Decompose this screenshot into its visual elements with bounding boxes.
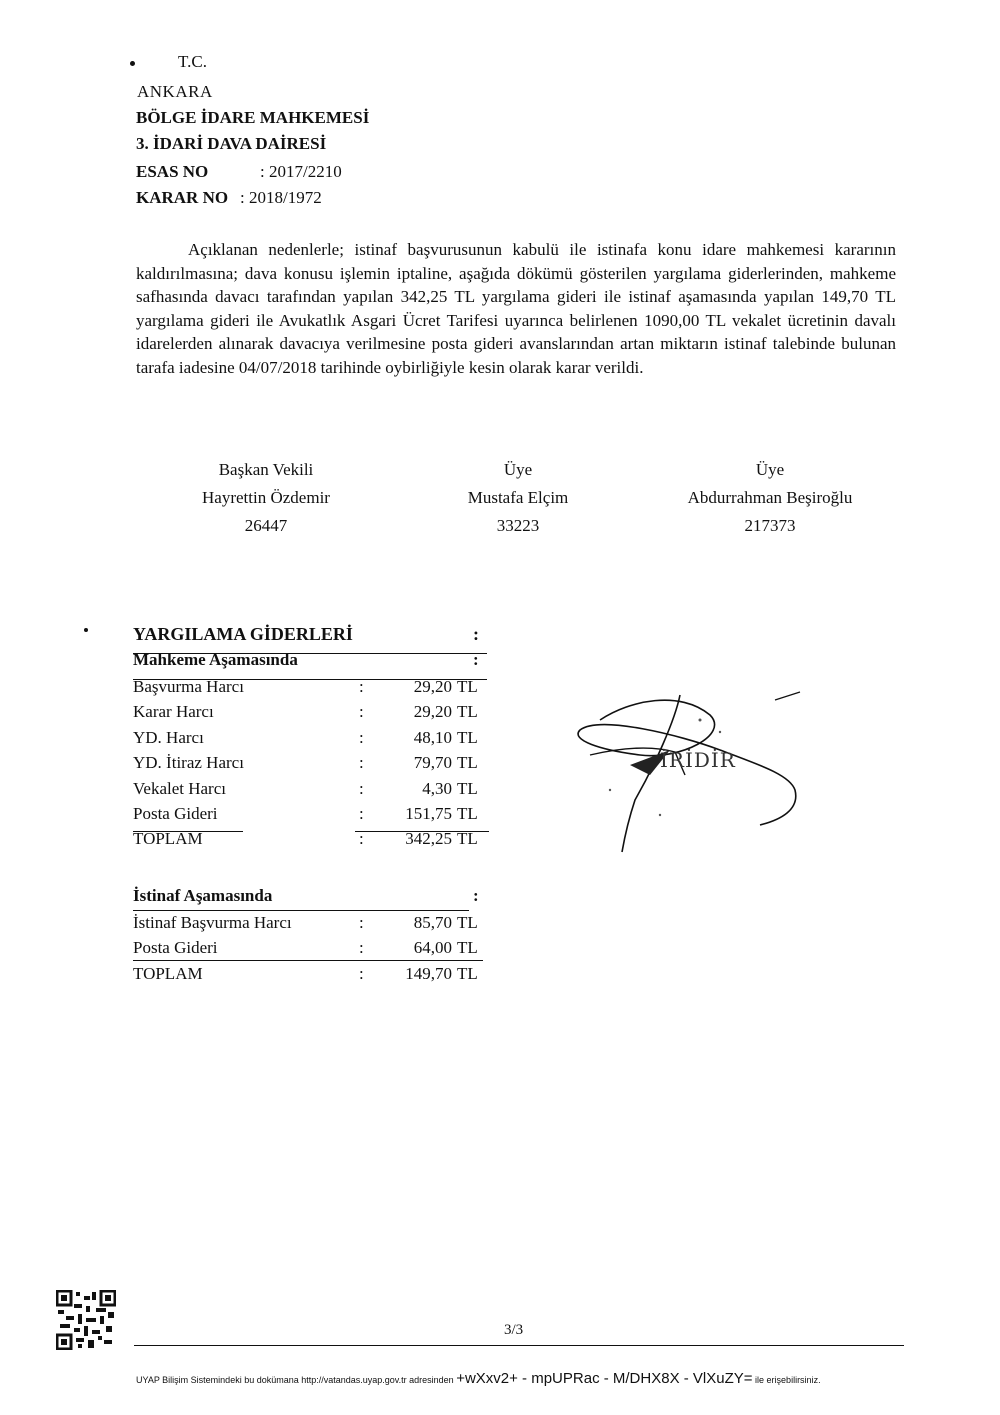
cost-row <box>133 750 483 775</box>
costs-title-row <box>133 622 483 648</box>
cost-row <box>133 801 483 826</box>
cost-unit: TL <box>457 702 478 722</box>
colon: : <box>473 650 479 669</box>
page-number: 3/3 <box>504 1322 524 1338</box>
cost-unit: TL <box>457 803 478 823</box>
cost-unit: TL <box>457 753 478 773</box>
signatory-name: Abdurrahman Beşiroğlu <box>687 488 853 507</box>
cost-unit: TL <box>457 778 478 798</box>
costs-title: YARGILAMA GİDERLERİ <box>133 624 353 644</box>
cost-value: 29,20 <box>413 702 452 722</box>
signatory-number: 33223 <box>496 516 540 535</box>
qr-code-icon <box>56 1290 116 1350</box>
decision-paragraph <box>136 238 896 379</box>
footer-prefix: UYAP Bilişim Sistemindeki bu dokümana http://vatandas.uyap.gov.tr adresinden <box>136 1375 454 1385</box>
scan-dot <box>130 61 135 66</box>
cost-value: 64,00 <box>413 938 452 958</box>
signatory-title: Üye <box>755 460 785 479</box>
qr-code <box>56 1290 116 1350</box>
cost-label: Posta Gideri <box>133 938 218 958</box>
cost-label: Vekalet Harcı <box>133 778 226 798</box>
signature-stamp <box>560 680 820 860</box>
cost-label: Posta Gideri <box>133 803 218 823</box>
signatory-number: 217373 <box>744 516 796 535</box>
colon: : <box>359 727 364 747</box>
cost-label: İstinaf Başvurma Harcı <box>133 913 292 932</box>
divider <box>355 831 489 832</box>
esas-no-label: ESAS NO <box>136 162 209 181</box>
cost-row <box>133 776 483 801</box>
cost-row <box>133 725 483 750</box>
signatory-name: Hayrettin Özdemir <box>202 488 330 507</box>
header-chamber: 3. İDARİ DAVA DAİRESİ <box>136 134 327 153</box>
signatory-number: 26447 <box>244 516 288 535</box>
esas-no-row <box>136 160 342 184</box>
divider <box>133 679 487 680</box>
cost-value: 4,30 <box>422 778 452 798</box>
cost-value: 79,70 <box>413 753 452 773</box>
scan-dot <box>84 628 88 632</box>
colon: : <box>359 778 364 798</box>
cost-row <box>133 674 483 699</box>
cost-value: 151,75 <box>405 803 452 823</box>
cost-row <box>133 699 483 724</box>
cost-unit: TL <box>457 938 478 958</box>
cost-value: 29,20 <box>413 677 452 696</box>
costs-table <box>133 622 483 852</box>
cost-value: 85,70 <box>413 913 452 932</box>
colon: : <box>473 624 479 644</box>
cost-row <box>133 935 483 960</box>
divider <box>133 910 469 911</box>
total-label: TOPLAM <box>133 829 203 849</box>
decision-text: Açıklanan nedenlerle; istinaf başvurusunun kabulü ile istinafa konu idare mahkemesi kararının kaldırılmasına; dava konusu işlemin iptaline, aşağıda dökümü gösterilen yargılama giderlerinden, mahkeme safhasında davacı tarafından yapılan 342,25 TL yargılama gideri ile istinaf aşamasında yapılan 149,70 TL yargılama gideri ile Avukatlık Asgari Ücret Tarifesi uyarınca belirlenen 1090,00 TL vekalet ücretinin davalı idarelerden alınarak davacıya verilmesine posta gideri avanslarından artan miktarın istinaf talebinde bulunan tarafa iadesine 04/07/2018 tarihinde oybirliğiyle kesin olarak karar verildi. <box>136 240 896 377</box>
header-city: ANKARA <box>137 82 213 101</box>
signatory-2 <box>398 456 638 540</box>
colon: : <box>359 753 364 773</box>
total-unit: TL <box>457 829 478 849</box>
colon: : <box>359 677 364 696</box>
appeal-costs-table <box>133 884 483 986</box>
karar-no-value: : 2018/1972 <box>240 188 322 207</box>
colon: : <box>359 803 364 823</box>
stamp-text: İRİDİR <box>660 748 736 772</box>
court-stage-heading-row <box>133 648 483 674</box>
cost-unit: TL <box>457 727 478 747</box>
footer-rule <box>134 1345 904 1346</box>
karar-no-label: KARAR NO <box>136 188 229 207</box>
cost-row <box>133 910 483 935</box>
cost-unit: TL <box>457 913 478 932</box>
court-stage-heading: Mahkeme Aşamasında <box>133 650 298 669</box>
colon: : <box>359 963 364 983</box>
footer-code: +wXxv2+ - mpUPRac - M/DHX8X - VlXuZY= <box>456 1370 753 1387</box>
signatory-name: Mustafa Elçim <box>467 488 569 507</box>
esas-no-value: : 2017/2210 <box>260 162 342 181</box>
colon: : <box>359 702 364 722</box>
colon: : <box>473 886 479 905</box>
total-unit: TL <box>457 963 478 983</box>
appeal-stage-heading: İstinaf Aşamasında <box>133 886 273 905</box>
signatory-3 <box>650 456 890 540</box>
cost-label: Karar Harcı <box>133 702 214 722</box>
cost-label: YD. İtiraz Harcı <box>133 753 244 773</box>
appeal-stage-heading-row <box>133 884 483 910</box>
divider <box>133 960 483 961</box>
colon: : <box>359 938 364 958</box>
header-court: BÖLGE İDARE MAHKEMESİ <box>136 108 370 127</box>
cost-label: YD. Harcı <box>133 727 204 747</box>
cost-unit: TL <box>457 677 478 696</box>
divider <box>133 653 487 654</box>
cost-label: Başvurma Harcı <box>133 677 244 696</box>
cost-value: 48,10 <box>413 727 452 747</box>
total-value: 342,25 <box>405 829 452 849</box>
divider <box>133 831 243 832</box>
signatory-title: Başkan Vekili <box>218 460 314 479</box>
footer-suffix: ile erişebilirsiniz. <box>755 1375 821 1385</box>
colon: : <box>359 829 364 849</box>
footer-verification <box>136 1370 821 1387</box>
colon: : <box>359 913 364 932</box>
total-value: 149,70 <box>405 963 452 983</box>
header-tc: T.C. <box>178 52 207 71</box>
total-label: TOPLAM <box>133 963 203 983</box>
signatory-title: Üye <box>503 460 533 479</box>
karar-no-row <box>136 186 322 210</box>
cost-total-row <box>133 961 483 986</box>
signatory-1 <box>146 456 386 540</box>
